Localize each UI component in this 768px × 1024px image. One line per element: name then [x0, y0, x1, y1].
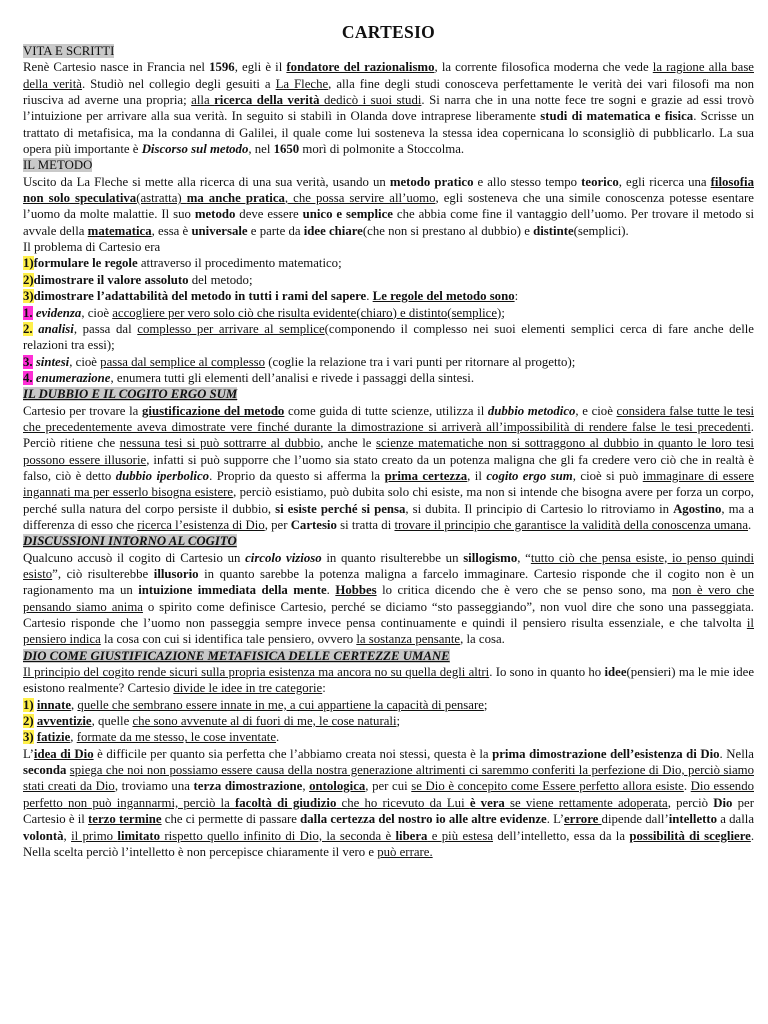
text-run: . Perciò ritiene che [23, 419, 754, 451]
text-run: , la cosa. [460, 632, 505, 647]
text-run: , cioè [69, 354, 101, 369]
text-run: se Dio è concepito come Essere perfetto allora esiste [411, 779, 684, 794]
text-run: (astratta) [136, 191, 187, 206]
text-run: . Si narra che in una notte fece tre sogni e grazie ad essi trovò l’intuizione per arrivare alla sua verità. In seguito si stabilì in Olanda dove intraprese liberamente [23, 93, 755, 124]
text-run: , enumera tutti gli elementi dell’analisi e rivede i passaggi della sintesi. [110, 370, 475, 385]
text-run: . Io sono in quanto ho [489, 665, 605, 680]
text-run: idea di Dio [33, 746, 94, 761]
text-run: , la corrente filosofica moderna che vede [434, 60, 653, 75]
paragraph [23, 713, 754, 729]
paragraph [23, 272, 754, 288]
text-run: . [276, 730, 280, 745]
paragraph [23, 305, 754, 321]
text-run: passa dal semplice al complesso [100, 354, 266, 369]
text-run: , cioè si può [572, 468, 643, 483]
text-run: il pensiero indica [23, 616, 754, 647]
section-heading-text: DISCUSSIONI INTORNO AL COGITO [23, 534, 237, 549]
text-run: immaginare di essere ingannati ma per esserlo bisogna esistere [23, 468, 754, 500]
paragraph [23, 321, 754, 354]
text-run: . Nella scelta perciò l’intelletto è non percepisce chiaramente il vero e [23, 828, 755, 859]
text-run: , cioè [81, 305, 113, 320]
list-marker: 3) [23, 730, 34, 745]
paragraph [23, 729, 754, 745]
text-run: , [302, 779, 310, 794]
text-run: Il problema di Cartesio era [23, 240, 161, 255]
text-run: Agostino [673, 501, 722, 516]
text-run: tutto ciò che pensa esiste, io penso quindi esisto [23, 550, 754, 581]
paragraph [23, 174, 754, 239]
text-run: Cartesio per trovare la [23, 403, 142, 418]
text-run: . [748, 517, 752, 532]
text-run: dimostrare il valore assoluto [33, 272, 189, 287]
text-run: . [366, 289, 373, 304]
text-run: circolo vizioso [245, 550, 322, 565]
text-run: seconda [23, 763, 67, 778]
text-run: libera [395, 828, 428, 843]
text-run: formate da me stesso, le cose inventate [76, 730, 277, 745]
text-run: , ma a differenza di esso che [23, 501, 754, 532]
text-run: , troviamo una [114, 779, 194, 794]
text-run: in quanto sarebbe la potenza maligna a farcelo immaginare. Cartesio risponde che il cogito non è un ragionamento ma un [23, 567, 755, 598]
text-run: Il principio del cogito rende sicuri sulla propria esistenza ma ancora no su quella degli altri [23, 665, 490, 680]
text-run: , egli è il [234, 60, 287, 75]
text-run: dipende dall’ [601, 812, 669, 827]
text-run: fatizie [36, 730, 71, 745]
text-run: intelletto [668, 812, 718, 827]
section-heading-text: DIO COME GIUSTIFICAZIONE METAFISICA DELLE CERTEZZE UMANE [23, 648, 450, 663]
text-run: illusorio [153, 567, 199, 581]
text-run: (pensieri) ma le mie idee esistono realmente? Cartesio [23, 665, 755, 696]
list-marker: 3) [23, 289, 34, 304]
text-run: la ragione alla base della verità [23, 60, 754, 91]
text-run: spiega che noi non possiamo essere causa della nostra generazione altrimenti ci saremmo conferiti la perfezione di Dio, perciò siamo stati creati da Dio [23, 763, 754, 794]
paragraph [23, 59, 754, 157]
text-run: idee chiare [303, 223, 363, 238]
text-run: teorico [581, 174, 619, 189]
text-run: 1650 [273, 142, 300, 157]
text-run: , e cioè [575, 403, 617, 418]
section-heading-text: IL DUBBIO E IL COGITO ERGO SUM [23, 387, 238, 402]
text-run: ricerca della verità [214, 93, 320, 108]
text-run: metodo pratico [389, 174, 474, 189]
text-run: (che non si prestano al dubbio) e [362, 223, 534, 238]
text-run: e allo stesso tempo [473, 174, 582, 189]
text-run: a dalla [717, 812, 754, 827]
text-run: , per cui [365, 779, 412, 794]
text-run: Qualcuno accusò il cogito di Cartesio un [23, 550, 246, 565]
text-run: (coglie la relazione tra i vari punti per ritornare al progetto); [265, 354, 576, 369]
paragraph [23, 403, 754, 534]
text-run: enumerazione [35, 370, 111, 385]
text-run: , alla fine degli studi conosceva perfettamente le verità dei vari filosofi ma non riusciva ad averne una propria; [23, 76, 755, 108]
text-run: Uscito da La Fleche si mette alla ricerca di una sua verità, usando un [23, 174, 390, 189]
text-run: , [70, 730, 77, 745]
paragraph [23, 288, 754, 304]
paragraph [23, 550, 754, 648]
text-run: dalla certezza del nostro io alle altre evidenze [300, 812, 547, 827]
text-run: intuizione immediata della mente [138, 583, 327, 598]
text-run: si tratta di [336, 517, 395, 532]
section-heading [23, 386, 754, 402]
paragraph [23, 354, 754, 370]
text-run: , egli ricerca una [618, 174, 711, 189]
section-heading-text: VITA E SCRITTI [23, 44, 115, 58]
text-run: sintesi [35, 354, 70, 369]
list-marker: 2) [23, 272, 34, 287]
text-run: dedicò i suoi studi [319, 93, 422, 108]
text-run: che ci permette di passare [161, 812, 301, 827]
paragraph [23, 255, 754, 271]
text-run: Hobbes [335, 583, 377, 598]
text-run: avventizie [36, 714, 92, 729]
text-run: , essa è [151, 223, 192, 238]
text-run: Dio essendo perfetto non può ingannarmi, perciò la [23, 779, 754, 810]
text-run: formulare le regole [33, 256, 138, 271]
text-run: , che possa servire all’uomo [284, 191, 436, 206]
text-run: universale [191, 223, 248, 238]
text-run: . L’ [546, 812, 564, 827]
text-run: : [514, 289, 519, 304]
section-heading [23, 157, 754, 173]
text-run: , per [264, 517, 291, 532]
text-run: prima certezza [384, 468, 468, 483]
text-run: come guida di tutte scienze, utilizza il [284, 403, 488, 418]
text-run: alla [191, 93, 215, 108]
text-run: . [326, 583, 336, 598]
text-run: giustificazione del metodo [142, 403, 285, 418]
text-run: cogito ergo sum [486, 468, 573, 483]
text-run: 1596 [209, 60, 235, 75]
text-run: dell’intelletto, essa da la [493, 828, 630, 843]
text-run: è vera [469, 795, 505, 810]
paragraph [23, 370, 754, 386]
text-run: , infatti si può supporre che l’uomo sia stato creato da un potenza maligna che gli fa credere vero ciò che in realtà è falso, ciò è detto [23, 452, 754, 483]
text-run: scienze matematiche non si sottraggono al dubbio in quanto le loro tesi possono essere illusorie [23, 436, 754, 467]
paragraph [23, 239, 754, 255]
text-run: analisi [38, 321, 74, 336]
text-run: , anche le [320, 436, 376, 451]
text-run: , [71, 697, 78, 712]
text-run: possibilità di scegliere [629, 828, 751, 843]
text-run: metodo [194, 207, 236, 222]
text-run: la cosa con cui si identifica tale pensiero, ovvero [100, 632, 357, 647]
text-run: divide le idee in tre categorie [173, 681, 323, 696]
text-run: che abbia come fine il vantaggio dell’uomo. Per trovare il metodo si avvale della [23, 207, 755, 238]
text-run: matematica [87, 223, 152, 238]
text-run: L’ [23, 746, 34, 761]
text-run: (componendo il complesso nei suoi elementi semplici cerca di fare anche delle relazioni tra essi); [23, 321, 754, 353]
text-run: . Studiò nel collegio degli gesuiti a [81, 76, 276, 91]
text-run: ”, ciò risulterebbe [52, 567, 154, 581]
text-run: innate [36, 697, 72, 712]
text-run: quelle che sembrano essere innate in me, a cui appartiene la capacità di pensare [77, 697, 484, 712]
text-run: : [322, 681, 326, 696]
text-run: . [683, 779, 691, 794]
text-run: unico e semplice [302, 207, 393, 222]
text-run: e più estesa [427, 828, 493, 843]
text-run: ontologica [309, 779, 366, 794]
paragraph [23, 746, 754, 860]
text-run: Discorso sul metodo [141, 142, 249, 157]
text-run: , egli sosteneva che una simile conoscenza potesse esentare l’uomo da molte malattie. Il suo [23, 191, 754, 222]
text-run: Dio [713, 795, 733, 810]
text-run: volontà [23, 828, 64, 843]
text-run: filosofia non solo speculativa [23, 174, 754, 206]
text-run: la sostanza pensante [356, 632, 461, 647]
text-run: terza dimostrazione [193, 779, 303, 794]
text-run: ; [483, 697, 488, 712]
text-run: dubbio iperbolico [115, 468, 210, 483]
text-run: , il [467, 468, 487, 483]
text-run: , perciò [667, 795, 714, 810]
text-run: , perciò esistiamo, può dubita solo chi esiste, ma non si intende che bisogna avere per forza un corpo, perché sulla natura del corpo persiste il dubbio, [23, 485, 755, 516]
text-run: ; [501, 305, 505, 320]
section-heading [23, 533, 754, 549]
text-run: terzo termine [88, 812, 162, 827]
text-run: in quanto risulterebbe un [321, 550, 464, 565]
text-run: facoltà di giudizio [234, 795, 337, 810]
text-run: . Nella [719, 746, 754, 761]
text-run: sillogismo [463, 550, 518, 565]
text-run: , si dubita. Il principio di Cartesio lo ritroviamo in [405, 501, 674, 516]
text-run: . Scrisse un trattato di metafisica, ma la condanna di Galilei, il quale come lui sosteneva la stessa idea copernicana lo sconsigliò di pubblicarlo. La sua opera più importante è [23, 109, 755, 157]
text-run: evidenza [35, 305, 82, 320]
list-marker: 1. [23, 305, 33, 320]
text-run: Le regole del metodo sono [372, 289, 515, 304]
text-run: morì di polmonite a Stoccolma. [299, 142, 465, 157]
text-run: limitato [117, 828, 161, 843]
text-run: lo critica dicendo che è vero che se penso sono, ma [376, 583, 673, 598]
section-heading [23, 43, 754, 59]
list-marker: 2. [23, 321, 33, 336]
text-run: del metodo; [188, 272, 253, 287]
text-run: non è vero che pensando siamo anima [23, 583, 754, 614]
paragraph [23, 664, 754, 697]
text-run: rispetto quello infinito di Dio, la seconda è [160, 828, 396, 843]
text-run: può errare. [377, 844, 433, 859]
text-run: , passa dal [73, 321, 138, 336]
text-run: prima dimostrazione dell’esistenza di Dio [492, 746, 720, 761]
text-run: , “ [517, 550, 531, 565]
text-run: errore [564, 812, 602, 827]
list-marker: 4. [23, 370, 33, 385]
text-run: trovare il principio che garantisce la validità della conoscenza umana [394, 517, 749, 532]
text-run: studi di matematica e fisica [540, 109, 694, 124]
list-marker: 2) [23, 714, 34, 729]
page-title: CARTESIO [341, 22, 436, 42]
list-marker: 1) [23, 256, 34, 271]
text-run: , [63, 828, 72, 843]
list-marker: 1) [23, 697, 34, 712]
text-run: attraverso il procedimento matematico; [137, 256, 342, 271]
text-run: considera false tutte le tesi che precedentemente aveva dimostrate vere finché durante la dimostrazione si arriverà all’impossibilità di rendere false le tesi precedenti [23, 403, 755, 434]
section-heading [23, 648, 754, 664]
list-marker: 3. [23, 354, 33, 369]
text-run: Renè Cartesio nasce in Francia nel [23, 60, 210, 75]
text-run: distinte [533, 223, 574, 238]
text-run: il primo [71, 828, 118, 843]
text-run: è difficile per quanto sia perfetta che l’abbiamo creata noi stessi, questa è la [93, 746, 493, 761]
text-run: se viene rettamente adoperata [504, 795, 668, 810]
text-run: Cartesio [290, 517, 337, 532]
text-run: , quelle [91, 714, 133, 729]
text-run: si esiste perché si pensa [275, 501, 406, 516]
text-run: (semplici). [573, 223, 629, 238]
text-run: , nel [248, 142, 274, 157]
text-run: accogliere per vero solo ciò che risulta evidente(chiaro) e distinto(semplice) [112, 305, 502, 320]
text-run: per Cartesio è il [23, 795, 754, 827]
text-run: deve essere [235, 207, 303, 222]
text-run: ma anche pratica [186, 191, 285, 206]
text-run: . Proprio da questo si afferma la [209, 468, 385, 483]
text-run: che ho ricevuto da Lui [336, 795, 470, 810]
text-run: dubbio metodico [487, 403, 576, 418]
text-run: complesso per arrivare al semplice [137, 321, 325, 336]
text-run: o spirito come definisce Cartesio, perché se diciamo “sto passeggiando”, non vuol dire che sono una passeggiata. Cartesio risponde che l’uomo non passeggia sempre invece pensa continuamente e quindi il pensiero risulta essenziale, e che talvolta [23, 599, 754, 631]
text-run: La Fleche [275, 76, 329, 91]
section-heading-text: IL METODO [23, 158, 93, 173]
text-run: ricerca l’esistenza di Dio [137, 517, 265, 532]
text-run: fondatore del razionalismo [286, 60, 435, 75]
text-run: e parte da [247, 223, 304, 238]
paragraph [23, 697, 754, 713]
text-run: ; [396, 714, 401, 729]
text-run: dimostrare l’adattabilità del metodo in tutti i rami del sapere [33, 289, 367, 304]
document-body [23, 43, 754, 860]
text-run: che sono avvenute al di fuori di me, le cose naturali [132, 714, 397, 729]
text-run: idee [604, 665, 627, 680]
text-run: nessuna tesi si può sottrarre al dubbio [119, 436, 321, 451]
